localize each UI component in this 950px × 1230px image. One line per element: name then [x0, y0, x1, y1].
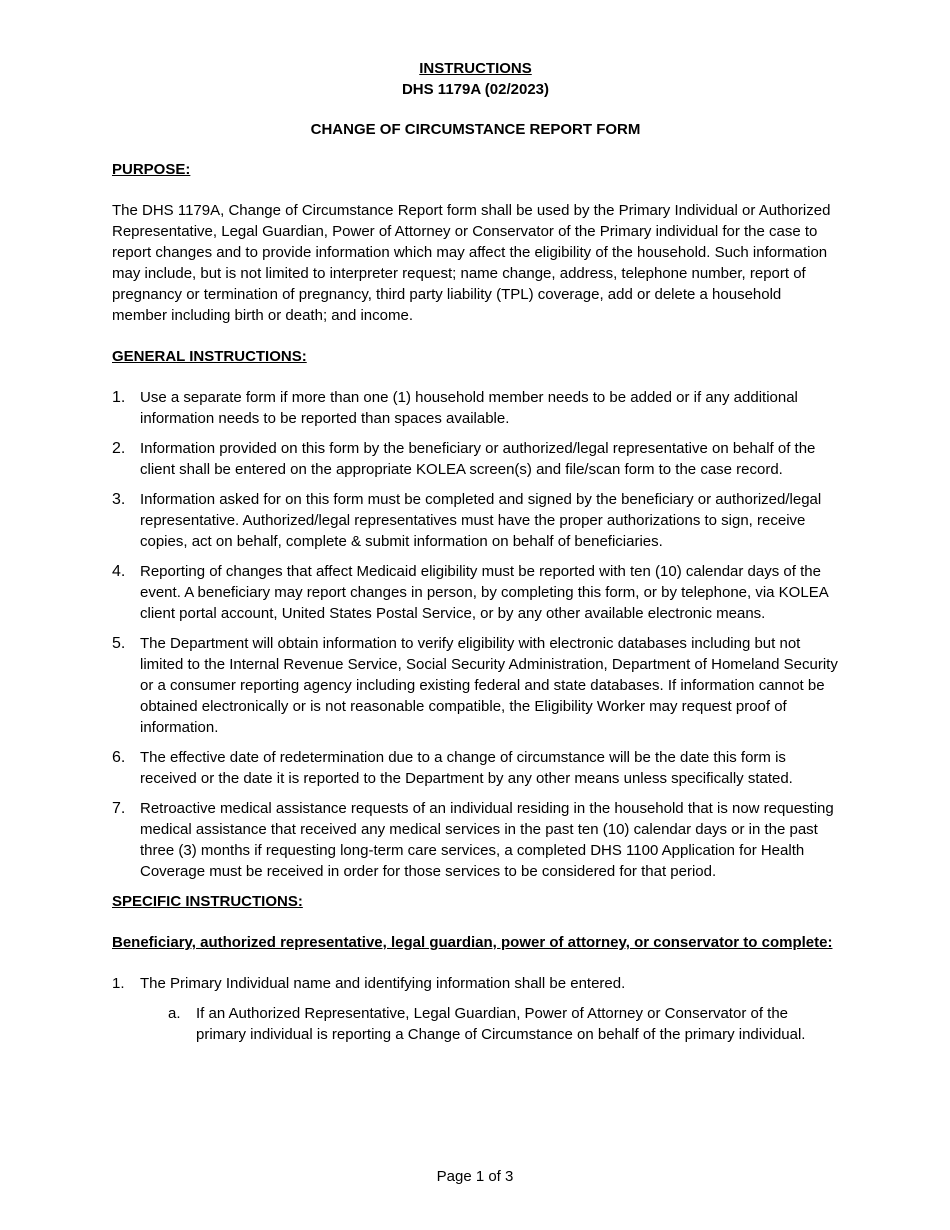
list-item: [112, 798, 839, 882]
item-text: Reporting of changes that affect Medicaid eligibility must be reported with ten (10) calendar days of the event. A beneficiary may report changes in person, by completing this form, or by telephone, via KOLEA client portal account, United States Postal Service, or by any other available electronic means.: [140, 563, 828, 622]
instructions-title: INSTRUCTIONS: [419, 60, 532, 77]
document-page: [112, 58, 839, 1045]
sub-item-letter: a.: [168, 1005, 181, 1022]
item-number: 3.: [112, 491, 126, 508]
item-number: 1.: [112, 389, 126, 406]
list-item: [112, 387, 839, 429]
item-text: The Department will obtain information to verify eligibility with electronic databases including but not limited to the Internal Revenue Service, Social Security Administration, Department of Homeland Security or a consumer reporting agency including existing federal and state databases. If information cannot be obtained electronically or is not reasonable compatible, the Eligibility Worker may request proof of information.: [140, 635, 838, 736]
sub-item-text: If an Authorized Representative, Legal Guardian, Power of Attorney or Conservator of the primary individual is reporting a Change of Circumstance on behalf of the primary individual.: [196, 1005, 806, 1043]
page-number: Page 1 of 3: [436, 1168, 514, 1185]
item-text: The Primary Individual name and identifying information shall be entered.: [140, 975, 626, 992]
item-number: 5.: [112, 635, 126, 652]
purpose-heading: PURPOSE:: [112, 161, 191, 178]
beneficiary-subheading: Beneficiary, authorized representative, legal guardian, power of attorney, or conservator to complete:: [112, 934, 833, 951]
item-text: Information asked for on this form must be completed and signed by the beneficiary or authorized/legal representative. Authorized/legal representatives must have the proper authorizations to sign, receive copies, act on behalf, complete & submit information on behalf of beneficiaries.: [140, 491, 822, 550]
item-text: Retroactive medical assistance requests of an individual residing in the household that is now requesting medical assistance that received any medical services in the past ten (10) calendar days or in the past three (3) months if requesting long-term care services, a completed DHS 1100 Application for Health Coverage must be received in order for those services to be considered for that period.: [140, 800, 834, 880]
list-item: [112, 973, 839, 994]
document-title: CHANGE OF CIRCUMSTANCE REPORT FORM: [310, 121, 641, 138]
list-item: [112, 561, 839, 624]
general-instructions-list: [112, 387, 839, 882]
specific-instructions-heading: SPECIFIC INSTRUCTIONS:: [112, 893, 303, 910]
item-text: The effective date of redetermination due to a change of circumstance will be the date this form is received or the date it is reported to the Department by any other means unless specifically stated.: [140, 749, 793, 787]
sub-list-item: [112, 1003, 839, 1045]
specific-instructions-list: [112, 973, 839, 1045]
list-item: [112, 633, 839, 738]
list-item: [112, 747, 839, 789]
list-item: [112, 438, 839, 480]
purpose-text: The DHS 1179A, Change of Circumstance Report form shall be used by the Primary Individual or Authorized Representative, Legal Guardian, Power of Attorney or Conservator of the Primary individual for the case to report changes and to provide information which may affect the eligibility of the household. Such information may include, but is not limited to interpreter request; name change, address, telephone number, report of pregnancy or termination of pregnancy, third party liability (TPL) coverage, add or delete a household member including birth or death; and income.: [112, 202, 831, 324]
item-number: 4.: [112, 563, 126, 580]
list-item: [112, 489, 839, 552]
general-instructions-heading: GENERAL INSTRUCTIONS:: [112, 348, 307, 365]
item-text: Use a separate form if more than one (1) household member needs to be added or if any additional information needs to be reported than spaces available.: [140, 389, 798, 427]
item-number: 7.: [112, 800, 126, 817]
item-number: 2.: [112, 440, 126, 457]
item-text: Information provided on this form by the beneficiary or authorized/legal representative on behalf of the client shall be entered on the appropriate KOLEA screen(s) and file/scan form to the case record.: [140, 440, 816, 478]
form-number: DHS 1179A (02/2023): [401, 81, 550, 98]
item-number: 6.: [112, 749, 126, 766]
item-number: 1.: [112, 975, 125, 992]
